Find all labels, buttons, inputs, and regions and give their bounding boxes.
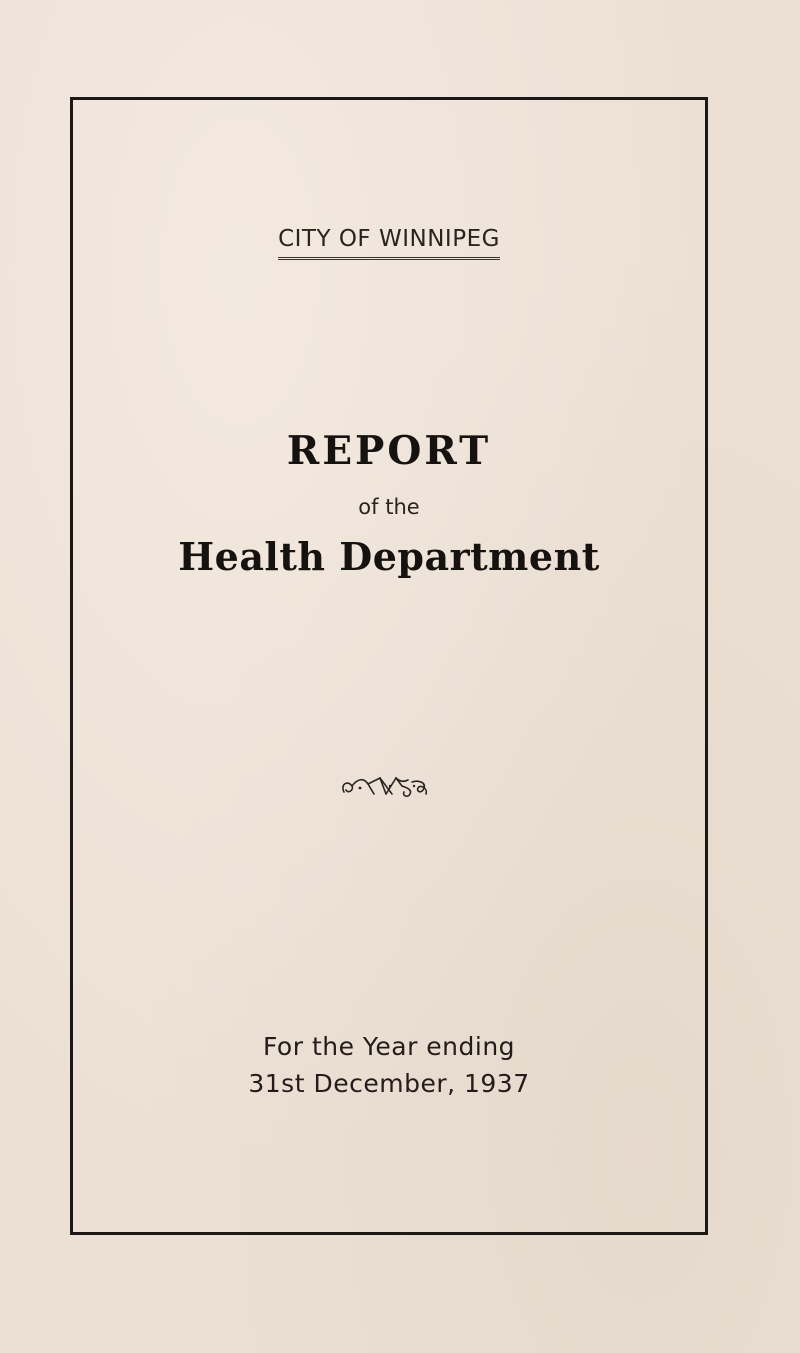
decorative-flourish-icon [330, 772, 440, 802]
page-border-frame [70, 97, 708, 1235]
department-title: Health Department [178, 534, 600, 579]
year-ending-line-1: For the Year ending [262, 1032, 516, 1061]
report-title: REPORT [286, 428, 492, 474]
city-heading-text: CITY OF WINNIPEG [278, 226, 500, 260]
city-heading [70, 226, 708, 260]
of-the-subtitle: of the [358, 495, 420, 519]
year-ending-line-2: 31st December, 1937 [248, 1069, 530, 1098]
